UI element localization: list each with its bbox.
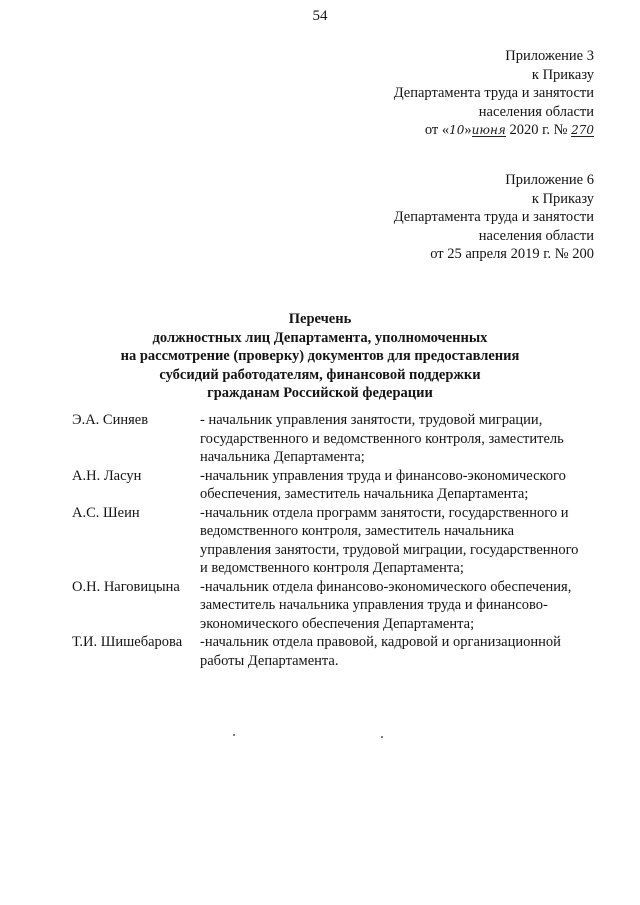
date-year: 2020 г. №: [505, 122, 572, 138]
annex-current-line2: к Приказу: [531, 66, 594, 83]
annex-previous-line2: к Приказу: [531, 190, 594, 207]
annex-previous-line4: населения области: [478, 227, 594, 244]
annex-previous-header: [394, 171, 594, 264]
annex-current-line3: Департамента труда и занятости: [393, 85, 594, 101]
official-description: -начальник отдела правовой, кадровой и организационной работы Департамента.: [200, 634, 561, 669]
handwritten-number: 270: [571, 123, 594, 137]
annex-current-date-line: [394, 121, 594, 140]
scan-speck: [233, 734, 235, 736]
annex-current-line1: Приложение 3: [505, 48, 594, 64]
official-description: -начальник управления труда и финансово-экономического обеспечения, заместитель начальника Департамента;: [200, 467, 566, 502]
annex-previous-line1: Приложение 6: [505, 172, 594, 188]
official-row: [72, 504, 602, 578]
annex-previous-line5: от 25 апреля 2019 г. № 200: [430, 246, 594, 262]
scan-speck: [381, 736, 383, 738]
title-line3: на рассмотрение (проверку) документов для предоставления: [120, 348, 520, 364]
officials-list: [72, 411, 602, 670]
annex-current-header: [394, 47, 594, 140]
title-line2: должностных лиц Департамента, уполномоченных: [152, 329, 488, 346]
annex-current-line4: населения области: [478, 103, 594, 120]
official-row: [72, 578, 602, 634]
official-row: [72, 411, 602, 467]
handwritten-day: 10: [449, 123, 465, 137]
document-title: [0, 310, 640, 403]
annex-previous-line3: Департамента труда и занятости: [393, 209, 594, 225]
official-name: А.Н. Ласун: [72, 467, 142, 484]
handwritten-month: июня: [471, 123, 506, 137]
official-description: -начальник отдела программ занятости, государственного и ведомственного контроля, заместитель начальника управления занятости, трудовой миграции, государственного и ведомственного контроля Департамента;: [200, 504, 579, 576]
official-name: Т.И. Шишебарова: [72, 634, 183, 650]
official-row: [72, 633, 602, 670]
title-line1: Перечень: [288, 311, 352, 327]
date-mid: »: [464, 122, 472, 138]
scan-specks: [0, 733, 640, 739]
official-description: - начальник управления занятости, трудовой миграции, государственного и ведомственного контроля, заместитель начальника Департамента;: [200, 412, 564, 465]
date-prefix: от «: [424, 122, 450, 138]
title-line5: гражданам Российской федерации: [207, 385, 433, 401]
official-name: А.С. Шеин: [72, 504, 140, 521]
official-row: [72, 467, 602, 504]
page-number: 54: [312, 8, 328, 24]
official-name: О.Н. Наговицына: [72, 578, 180, 595]
title-line4: субсидий работодателям, финансовой поддержки: [159, 366, 481, 383]
official-name: Э.А. Синяев: [72, 412, 149, 428]
official-description: -начальник отдела финансово-экономического обеспечения, заместитель начальника управления труда и финансово-экономического обеспечения Департамента;: [200, 578, 572, 632]
